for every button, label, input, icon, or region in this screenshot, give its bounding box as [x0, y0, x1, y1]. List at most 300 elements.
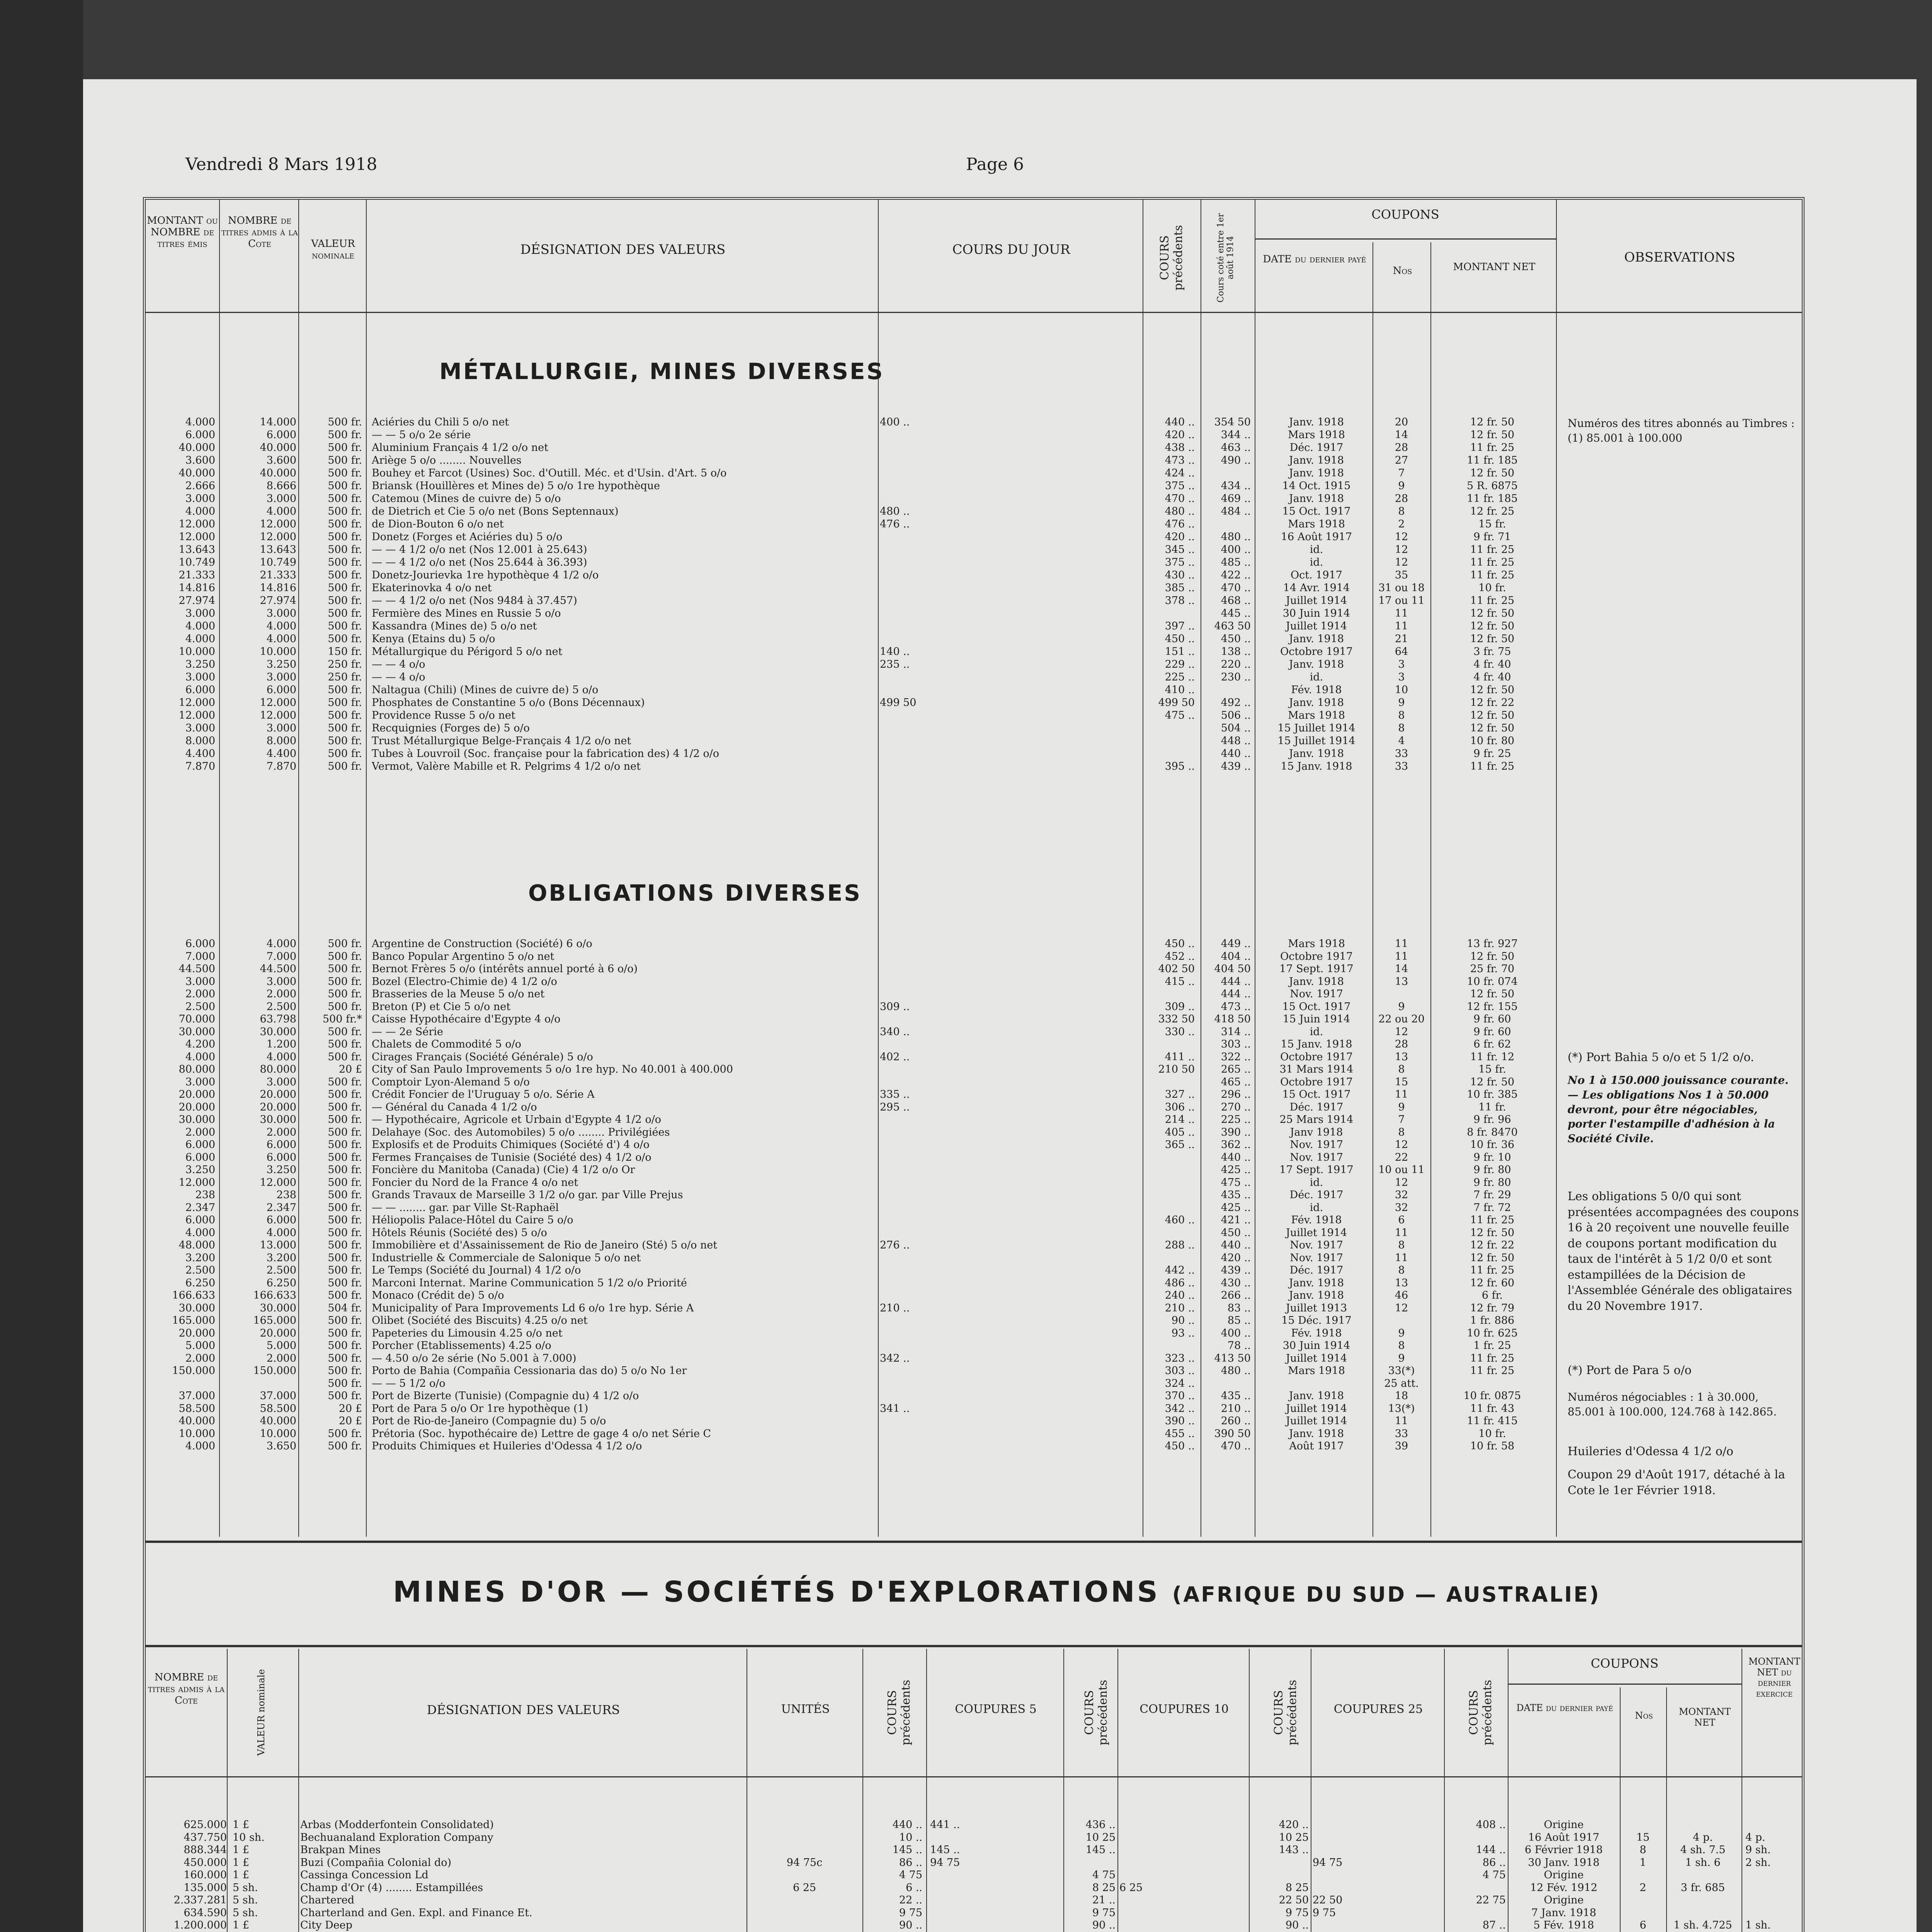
- cell-montant: 2.000: [185, 1352, 215, 1364]
- cell-nombre: 3.600: [266, 454, 296, 466]
- cell-designation: Le Temps (Société du Journal) 4 1/2 o/o: [372, 1264, 581, 1276]
- cell-montant: 3.250: [185, 658, 215, 670]
- table-row: [146, 1415, 1802, 1427]
- cell-cours-3: 10 25: [1279, 1831, 1309, 1844]
- cell-cote: 484 ..: [1221, 505, 1251, 517]
- cell-cours-precedent: 375 ..: [1165, 480, 1195, 492]
- table-row: [146, 1844, 1802, 1856]
- cell-coupon-montant: 12 fr. 50: [1470, 429, 1515, 441]
- cell-coupon-date: 25 Mars 1914: [1279, 1114, 1354, 1126]
- cell-nombre: 8.000: [266, 735, 296, 747]
- cell-montant: 30.000: [179, 1026, 215, 1038]
- cell-coupon-date: Mars 1918: [1288, 1365, 1345, 1377]
- cell-cours-precedent: 450 ..: [1165, 633, 1195, 645]
- cell-nombre: 7.000: [266, 950, 296, 963]
- cell-cote: 390 50: [1214, 1427, 1251, 1440]
- cell-montant: 13.643: [179, 544, 215, 556]
- section-title-metallurgie: MÉTALLURGIE, MINES DIVERSES: [439, 358, 884, 384]
- cell-designation: Bernot Frères 5 o/o (intérêts annuel porté à 6 o/o): [372, 963, 638, 975]
- cell-cote: 470 ..: [1221, 1440, 1251, 1452]
- cell-coupon-no: 11: [1395, 1252, 1408, 1264]
- coupons-rule: [1508, 1684, 1742, 1685]
- cell-cours-precedent: 486 ..: [1165, 1277, 1195, 1289]
- cell-cours-precedent: 395 ..: [1165, 760, 1195, 772]
- cell-coupon-date: 15 Juillet 1914: [1277, 735, 1355, 747]
- cell-nombre: 3.250: [266, 1164, 296, 1176]
- cell-cours-precedent: 480 ..: [1165, 505, 1195, 517]
- cell-cote: 400 ..: [1221, 544, 1251, 556]
- cell-coupon-montant: 10 fr.: [1478, 1427, 1506, 1440]
- cell-coupon-date: Nov. 1917: [1290, 1239, 1343, 1251]
- cell-coupon-montant: 11 fr. 25: [1470, 760, 1515, 772]
- cell-nominal: 500 fr.*: [322, 1013, 362, 1025]
- cell-coupon-date: Janv 1918: [1290, 1126, 1343, 1138]
- mines-col-coupures-25: COUPURES 25: [1333, 1702, 1423, 1716]
- cell-coupon-montant: 12 fr. 50: [1470, 1252, 1515, 1264]
- cell-nombre: 2.347: [266, 1201, 296, 1214]
- cell-coupon-no: 12: [1395, 544, 1408, 556]
- mines-col-coupons: COUPONS: [1590, 1656, 1659, 1671]
- cell-designation: Banco Popular Argentino 5 o/o net: [372, 950, 554, 963]
- cell-nominal: 500 fr.: [328, 1176, 362, 1189]
- col-observations: OBSERVATIONS: [1624, 250, 1735, 265]
- cell-coupon-date: Déc. 1917: [1289, 1101, 1344, 1113]
- cell-designation: de Dion-Bouton 6 o/o net: [372, 518, 504, 530]
- cell-designation: — 4.50 o/o 2e série (No 5.001 à 7.000): [372, 1352, 577, 1364]
- cell-nominal: 500 fr.: [328, 1427, 362, 1440]
- page-number: Page 6: [966, 155, 1024, 174]
- cell-coupon-no: 7: [1398, 1114, 1405, 1126]
- cell-coupon-montant: 12 fr. 50: [1470, 620, 1515, 632]
- cell-nombre: 4.000: [266, 633, 296, 645]
- cell-cours-1: 22 ..: [899, 1894, 922, 1906]
- table-row: [146, 454, 1802, 467]
- cell-nombre: 1.200.000: [173, 1919, 227, 1931]
- cell-nombre: 12.000: [260, 518, 296, 530]
- cell-cours-precedent: 430 ..: [1165, 569, 1195, 581]
- cell-nombre: 44.500: [260, 963, 296, 975]
- cell-exercice: 2 sh.: [1745, 1856, 1771, 1869]
- mines-col-designation: DÉSIGNATION DES VALEURS: [427, 1702, 620, 1717]
- cell-montant: 3.250: [185, 1164, 215, 1176]
- cell-coupon-no: 13: [1395, 1277, 1408, 1289]
- observation-5: (*) Port de Para 5 o/o: [1568, 1364, 1692, 1377]
- table-row: [146, 963, 1802, 975]
- cell-valeur: 5 sh.: [233, 1906, 258, 1919]
- cell-coupon-no: 14: [1395, 963, 1408, 975]
- cell-nombre: 14.816: [260, 582, 296, 594]
- mines-col-numero: Nos: [1635, 1710, 1653, 1721]
- table-row: [146, 1315, 1802, 1327]
- cell-coupon-no: 11: [1395, 620, 1408, 632]
- col-nominal: VALEUR nominale: [311, 238, 355, 261]
- table-row: [146, 531, 1802, 543]
- cell-nominal: 500 fr.: [328, 975, 362, 988]
- cell-cote: 435 ..: [1221, 1390, 1251, 1402]
- cell-cours-2: 90 ..: [1092, 1919, 1116, 1931]
- mines-col-montant-net: MONTANT NET: [1679, 1706, 1731, 1728]
- cell-designation: — — 4 o/o: [372, 658, 425, 670]
- cell-designation: — — 4 1/2 o/o net (Nos 25.644 à 36.393): [372, 556, 587, 568]
- cell-nombre: 3.250: [266, 658, 296, 670]
- cell-montant: 10.000: [179, 1427, 215, 1440]
- cell-cours-4: 408 ..: [1476, 1819, 1506, 1831]
- cell-designation: Industrielle & Commerciale de Salonique 5 o/o net: [372, 1252, 641, 1264]
- cell-montant: 150.000: [172, 1365, 215, 1377]
- cell-montant: 12.000: [179, 518, 215, 530]
- table-row: [146, 1819, 1802, 1831]
- cell-coupon-no: 9: [1398, 480, 1405, 492]
- cell-nombre: 12.000: [260, 697, 296, 709]
- cell-coupon-date: 15 Oct. 1917: [1282, 1088, 1351, 1100]
- cell-cours-jour: 235 ..: [880, 658, 910, 670]
- table-row: [146, 760, 1802, 773]
- cell-cote: 470 ..: [1221, 582, 1251, 594]
- cell-nombre: 166.633: [253, 1289, 296, 1301]
- cell-coupon-no: 28: [1395, 493, 1408, 505]
- cell-montant: 2.500: [185, 1264, 215, 1276]
- cell-coupon-no: 7: [1398, 467, 1405, 479]
- cell-coupon-no: 8: [1398, 1340, 1405, 1352]
- cell-coupon-montant: 11 fr. 43: [1470, 1402, 1515, 1415]
- cell-coupon-date: 30 Janv. 1918: [1528, 1856, 1600, 1869]
- cell-coupon-montant: 7 fr. 72: [1473, 1201, 1511, 1214]
- cell-cours-precedent: 365 ..: [1165, 1139, 1195, 1151]
- cell-cours-precedent: 473 ..: [1165, 454, 1195, 466]
- cell-cours-precedent: 324 ..: [1165, 1377, 1195, 1389]
- cell-cours-precedent: 475 ..: [1165, 709, 1195, 721]
- cell-nombre: 8.666: [266, 480, 296, 492]
- cell-coupon-montant: 11 fr. 25: [1470, 442, 1515, 454]
- table-row: [146, 1227, 1802, 1239]
- cell-montant: 6.000: [185, 1139, 215, 1151]
- cell-coupon-date: Janv. 1918: [1289, 1427, 1344, 1440]
- cell-nominal: 500 fr.: [328, 556, 362, 568]
- cell-montant: 12.000: [179, 1176, 215, 1189]
- cell-coupon-no: 14: [1395, 429, 1408, 441]
- cell-cote: 435 ..: [1221, 1189, 1251, 1201]
- table-row: [146, 1063, 1802, 1076]
- observation-4: Les obligations 5 0/0 qui sont présentées accompagnées des coupons 16 à 20 reçoivent une nouvelle feuille de coupons portant modification du taux de l'intérêt à 5 1/2 0/0 et sont estampillées de la Décision de l'Assemblée Générale des obligataires du 20 Novembre 1917.: [1568, 1190, 1799, 1313]
- cell-cote: 440 ..: [1221, 748, 1251, 760]
- cell-nombre: 7.870: [266, 760, 296, 772]
- cell-nombre: 27.974: [260, 595, 296, 607]
- cell-coupon-date: id.: [1310, 556, 1323, 568]
- cell-coupures-25: 22 50: [1313, 1894, 1343, 1906]
- cell-nominal: 500 fr.: [328, 1189, 362, 1201]
- header-rule: [146, 1776, 1802, 1777]
- cell-coupon-montant: 12 fr. 50: [1470, 709, 1515, 721]
- cell-nominal: 500 fr.: [328, 1226, 362, 1239]
- cell-cours-3: 420 ..: [1279, 1819, 1309, 1831]
- cell-cours-precedent: 440 ..: [1165, 416, 1195, 428]
- table-row: [146, 1051, 1802, 1063]
- cell-nominal: 500 fr.: [328, 429, 362, 441]
- cell-cote: 492 ..: [1221, 697, 1251, 709]
- cell-cours-precedent: 442 ..: [1165, 1264, 1195, 1276]
- table-row: [146, 429, 1802, 441]
- cell-designation: Porcher (Etablissements) 4.25 o/o: [372, 1340, 551, 1352]
- table-row: [146, 1340, 1802, 1352]
- cell-coupon-no: 11: [1395, 1088, 1408, 1100]
- table-row: [146, 1252, 1802, 1264]
- cell-nombre: 3.000: [266, 975, 296, 988]
- table-row: [146, 1919, 1802, 1932]
- cell-cote: 296 ..: [1221, 1088, 1251, 1100]
- table-row: [146, 684, 1802, 696]
- cell-cote: 444 ..: [1221, 988, 1251, 1000]
- cell-coupon-montant: 12 fr. 50: [1470, 633, 1515, 645]
- cell-coupon-date: 15 Oct. 1917: [1282, 1000, 1351, 1013]
- table-row: [146, 1013, 1802, 1026]
- cell-nominal: 500 fr.: [328, 480, 362, 492]
- cell-coupon-no: 8: [1398, 1264, 1405, 1276]
- table-row: [146, 1907, 1802, 1919]
- cell-coupon-montant: 10 fr. 80: [1470, 735, 1515, 747]
- table-row: [146, 480, 1802, 492]
- page-header: [185, 155, 1777, 178]
- cell-coupon-no: 35: [1395, 569, 1408, 581]
- cell-cote: 260 ..: [1221, 1415, 1251, 1427]
- col-cours-prec: COURS précédents: [1158, 225, 1185, 291]
- cell-coupon-no: 9: [1398, 697, 1405, 709]
- cell-coupon-date: 30 Juin 1914: [1282, 607, 1350, 619]
- cell-montant: 48.000: [179, 1239, 215, 1251]
- cell-coupon-montant: 3 fr. 75: [1473, 646, 1511, 658]
- cell-nominal: 500 fr.: [328, 1139, 362, 1151]
- cell-cote: 230 ..: [1221, 671, 1251, 683]
- quotation-table-frame: [143, 197, 1804, 1932]
- cell-coupon-date: Juillet 1914: [1286, 620, 1347, 632]
- cell-coupon-no: 12: [1395, 1176, 1408, 1189]
- cell-coupon-date: Origine: [1544, 1869, 1584, 1881]
- cell-cours-precedent: 229 ..: [1165, 658, 1195, 670]
- cell-cours-jour: 341 ..: [880, 1402, 910, 1415]
- cell-nombre: 2.500: [266, 1000, 296, 1013]
- cell-montant: 2.347: [185, 1201, 215, 1214]
- cell-coupon-date: Juillet 1914: [1286, 1402, 1347, 1415]
- table-row: [146, 1038, 1802, 1051]
- cell-coupon-montant: 1 fr. 886: [1470, 1315, 1515, 1327]
- table-row: [146, 1882, 1802, 1894]
- cell-montant: 2.000: [185, 988, 215, 1000]
- cell-coupon-montant: 9 fr. 71: [1473, 531, 1511, 543]
- cell-coupon-date: Janv. 1918: [1289, 1390, 1344, 1402]
- cell-designation: Bechuanaland Exploration Company: [300, 1831, 493, 1844]
- cell-coupon-montant: 10 fr. 58: [1470, 1440, 1515, 1452]
- cell-coupon-date: id.: [1310, 671, 1323, 683]
- cell-nominal: 500 fr.: [328, 544, 362, 556]
- cell-coupon-montant: 10 fr. 625: [1467, 1327, 1518, 1339]
- cell-nominal: 500 fr.: [328, 748, 362, 760]
- cell-nombre: 4.000: [266, 620, 296, 632]
- cell-nominal: 500 fr.: [328, 938, 362, 950]
- col-numero: Nos: [1393, 265, 1412, 277]
- cell-montant: 4.000: [185, 416, 215, 428]
- cell-cours-4: 144 ..: [1476, 1844, 1506, 1856]
- mines-col-date: DATE du dernier payé: [1516, 1702, 1613, 1713]
- cell-cours-precedent: 424 ..: [1165, 467, 1195, 479]
- cell-montant: 4.000: [185, 633, 215, 645]
- cell-cours-jour: 400 ..: [880, 416, 910, 428]
- cell-montant: 4.000: [185, 505, 215, 517]
- cell-nombre: 3.000: [266, 493, 296, 505]
- cell-coupon-montant: 12 fr. 50: [1470, 950, 1515, 963]
- table-row: [146, 646, 1802, 658]
- table-row: [146, 1264, 1802, 1277]
- cell-nominal: 500 fr.: [328, 697, 362, 709]
- cell-cours-jour: 499 50: [880, 697, 917, 709]
- cell-cours-precedent: 470 ..: [1165, 493, 1195, 505]
- cell-nombre: 12.000: [260, 709, 296, 721]
- mines-col-cours-1: COURS précédents: [886, 1680, 913, 1745]
- cell-montant: 6.000: [185, 684, 215, 696]
- cell-designation: Cirages Français (Société Générale) 5 o/o: [372, 1051, 593, 1063]
- cell-coupon-montant: 11 fr. 185: [1467, 493, 1518, 505]
- cell-coupon-montant: 11 fr. 25: [1470, 1365, 1515, 1377]
- cell-coupures-10: 6 25: [1119, 1881, 1143, 1894]
- cell-coupon-date: Déc. 1917: [1289, 1189, 1344, 1201]
- cell-exercice: 4 p.: [1745, 1831, 1765, 1844]
- cell-coupon-date: 30 Juin 1914: [1282, 1340, 1350, 1352]
- cell-coupon-date: Nov. 1917: [1290, 1139, 1343, 1151]
- cell-cote: 439 ..: [1221, 760, 1251, 772]
- cell-cours-2: 10 25: [1085, 1831, 1116, 1844]
- cell-coupon-no: 9: [1398, 1000, 1405, 1013]
- cell-cours-jour: 140 ..: [880, 646, 910, 658]
- cell-coupon-montant: 15 fr.: [1478, 1063, 1506, 1075]
- mines-col-valeur: VALEUR nominale: [256, 1669, 267, 1756]
- cell-designation: — — 5 1/2 o/o: [372, 1377, 446, 1389]
- cell-nominal: 20 £: [338, 1415, 362, 1427]
- cell-montant: 3.200: [185, 1252, 215, 1264]
- cell-montant: 12.000: [179, 697, 215, 709]
- cell-coupon-date: Juillet 1914: [1286, 1415, 1347, 1427]
- cell-montant: 20.000: [179, 1088, 215, 1100]
- cell-designation: Delahaye (Soc. des Automobiles) 5 o/o ........ Privilégiées: [372, 1126, 670, 1138]
- cell-designation: Naltagua (Chili) (Mines de cuivre de) 5 o/o: [372, 684, 599, 696]
- cell-cours-precedent: 415 ..: [1165, 975, 1195, 988]
- cell-cote: 440 ..: [1221, 1151, 1251, 1163]
- cell-coupon-montant: 12 fr. 79: [1470, 1302, 1515, 1314]
- cell-designation: Tubes à Louvroil (Soc. française pour la fabrication des) 4 1/2 o/o: [372, 748, 719, 760]
- cell-coupon-montant: 12 fr. 50: [1470, 467, 1515, 479]
- cell-coupon-no: 8: [1398, 1239, 1405, 1251]
- cell-coupon-date: id.: [1310, 1201, 1323, 1214]
- cell-coupon-montant: 4 fr. 40: [1473, 658, 1511, 670]
- cell-coupon-no: 15: [1636, 1831, 1650, 1844]
- cell-coupon-montant: 12 fr. 22: [1470, 697, 1515, 709]
- table-row: [146, 658, 1802, 671]
- cell-coupon-montant: 5 R. 6875: [1467, 480, 1518, 492]
- cell-nominal: 500 fr.: [328, 607, 362, 619]
- cell-designation: Breton (P) et Cie 5 o/o net: [372, 1000, 511, 1013]
- observation-3: No 1 à 150.000 jouissance courante. — Les obligations Nos 1 à 50.000 devront, pour être négociables, porter l'estampille d'adhésion à la Société Civile.: [1568, 1074, 1789, 1145]
- cell-montant: 80.000: [179, 1063, 215, 1075]
- cell-nombre: 30.000: [260, 1302, 296, 1314]
- cell-valeur: 1 £: [233, 1869, 249, 1881]
- cell-montant: 3.000: [185, 1076, 215, 1088]
- table-row: [146, 1151, 1802, 1164]
- cell-montant: 10.749: [179, 556, 215, 568]
- cell-coupon-no: 8: [1398, 1126, 1405, 1138]
- col-nombre: NOMBRE de titres admis à la Cote: [221, 215, 298, 250]
- cell-montant: 14.816: [179, 582, 215, 594]
- cell-coupon-no: 2: [1639, 1881, 1646, 1894]
- cell-nominal: 500 fr.: [328, 722, 362, 734]
- cell-designation: Bouhey et Farcot (Usines) Soc. d'Outill. Méc. et d'Usin. d'Art. 5 o/o: [372, 467, 727, 479]
- cell-coupon-date: Octobre 1917: [1280, 1076, 1353, 1088]
- cell-montant: 2.000: [185, 1126, 215, 1138]
- table-row: [146, 607, 1802, 620]
- cell-nombre: 2.000: [266, 988, 296, 1000]
- cell-montant: 30.000: [179, 1302, 215, 1314]
- cell-cote: 463 ..: [1221, 442, 1251, 454]
- cell-coupon-montant: 12 fr. 50: [1470, 1226, 1515, 1239]
- cell-designation: — — 5 o/o 2e série: [372, 429, 471, 441]
- cell-nominal: 500 fr.: [328, 1327, 362, 1339]
- cell-cours-3: 8 25: [1285, 1881, 1309, 1894]
- cell-montant: 238: [195, 1189, 215, 1201]
- cell-coupon-no: 39: [1395, 1440, 1408, 1452]
- cell-nominal: 500 fr.: [328, 1114, 362, 1126]
- cell-nombre: 6.000: [266, 1214, 296, 1226]
- cell-nombre: 40.000: [260, 442, 296, 454]
- cell-montant: 30.000: [179, 1114, 215, 1126]
- cell-montant: 2.666: [185, 480, 215, 492]
- table-row: [146, 493, 1802, 505]
- table-row: [146, 1277, 1802, 1289]
- cell-cours-precedent: 225 ..: [1165, 671, 1195, 683]
- cell-coupon-montant: 11 fr. 12: [1470, 1051, 1515, 1063]
- cell-coupon-montant: 4 sh. 7.5: [1680, 1844, 1726, 1856]
- cell-coupon-date: Janv. 1918: [1289, 975, 1344, 988]
- cell-cours-1: 440 ..: [892, 1819, 922, 1831]
- cell-designation: Phosphates de Constantine 5 o/o (Bons Décennaux): [372, 697, 645, 709]
- cell-unites: 94 75c: [786, 1856, 823, 1869]
- cell-designation: Olibet (Société des Biscuits) 4.25 o/o net: [372, 1315, 588, 1327]
- cell-nombre: 3.000: [266, 1076, 296, 1088]
- cell-montant: 4.000: [185, 1440, 215, 1452]
- cell-designation: Chartered: [300, 1894, 355, 1906]
- cell-coupon-no: 11: [1395, 950, 1408, 963]
- cell-coupon-date: 15 Déc. 1917: [1281, 1315, 1352, 1327]
- cell-cours-jour: 342 ..: [880, 1352, 910, 1364]
- cell-montant: 2.500: [185, 1000, 215, 1013]
- cell-nominal: 500 fr.: [328, 442, 362, 454]
- cell-coupon-no: 64: [1395, 646, 1408, 658]
- cell-designation: Fermière des Mines en Russie 5 o/o: [372, 607, 561, 619]
- cell-nombre: 437.750: [184, 1831, 227, 1844]
- table-row: [146, 1302, 1802, 1315]
- cell-coupon-montant: 11 fr. 25: [1470, 1214, 1515, 1226]
- col-montant: MONTANT ou NOMBRE de titres émis: [147, 215, 218, 250]
- mines-col-coupures-5: COUPURES 5: [955, 1702, 1037, 1716]
- cell-cours-precedent: 306 ..: [1165, 1101, 1195, 1113]
- cell-coupon-no: 33: [1395, 748, 1408, 760]
- cell-nombre: 20.000: [260, 1327, 296, 1339]
- table-row: [146, 1164, 1802, 1176]
- mines-col-cours-4: COURS précédents: [1467, 1680, 1494, 1745]
- cell-cours-1: 9 75: [899, 1906, 922, 1919]
- cell-coupon-no: 32: [1395, 1189, 1408, 1201]
- cell-coupon-date: Origine: [1544, 1894, 1584, 1906]
- cell-nominal: 500 fr.: [328, 620, 362, 632]
- cell-coupon-montant: 10 fr. 36: [1470, 1139, 1515, 1151]
- cell-cours-2: 8 25: [1092, 1881, 1116, 1894]
- cell-montant: 12.000: [179, 709, 215, 721]
- cell-coupon-date: id.: [1310, 1176, 1323, 1189]
